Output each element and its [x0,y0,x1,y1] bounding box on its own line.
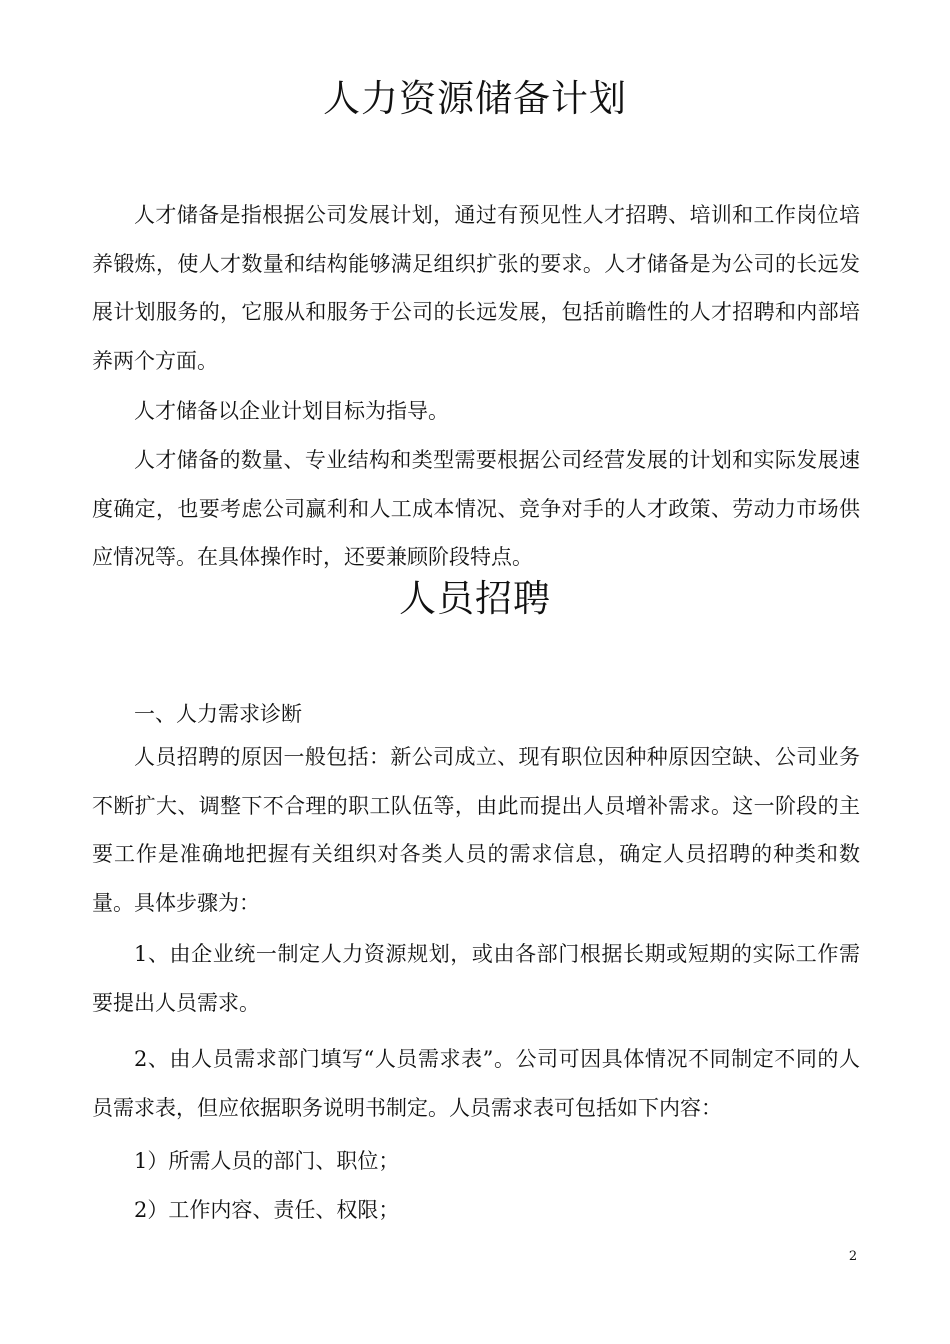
section-paragraph: 人员招聘的原因一般包括：新公司成立、现有职位因种种原因空缺、公司业务不断扩大、调整下不合理的职工队伍等，由此而提出人员增补需求。这一阶段的主要工作是准确地把握有关组织对各类人员的需求信息，确定人员招聘的种类和数量。具体步骤为： [92,745,860,915]
section-paragraph: 2、由人员需求部门填写“人员需求表”。公司可因具体情况不同制定不同的人员需求表，但应依据职务说明书制定。人员需求表可包括如下内容： [92,1047,860,1120]
document-title: 人力资源储备计划 [323,77,627,120]
list-item: 1）所需人员的部门、职位； [134,1149,400,1173]
intro-paragraph: 人才储备的数量、专业结构和类型需要根据公司经营发展的计划和实际发展速度确定，也要考虑公司赢利和人工成本情况、竞争对手的人才政策、劳动力市场供应情况等。在具体操作时，还要兼顾阶段特点。 [92,448,860,569]
page-number: 2 [848,1249,858,1264]
list-item: 2）工作内容、责任、权限； [134,1198,400,1222]
section-title: 人员招聘 [399,577,551,620]
section-paragraph: 1、由企业统一制定人力资源规划，或由各部门根据长期或短期的实际工作需要提出人员需求。 [92,942,860,1015]
subsection-heading: 一、人力需求诊断 [134,702,302,726]
intro-paragraph: 人才储备以企业计划目标为指导。 [134,399,449,423]
intro-paragraph: 人才储备是指根据公司发展计划，通过有预见性人才招聘、培训和工作岗位培养锻炼，使人才数量和结构能够满足组织扩张的要求。人才储备是为公司的长远发展计划服务的，它服从和服务于公司的长远发展，包括前瞻性的人才招聘和内部培养两个方面。 [92,203,860,373]
